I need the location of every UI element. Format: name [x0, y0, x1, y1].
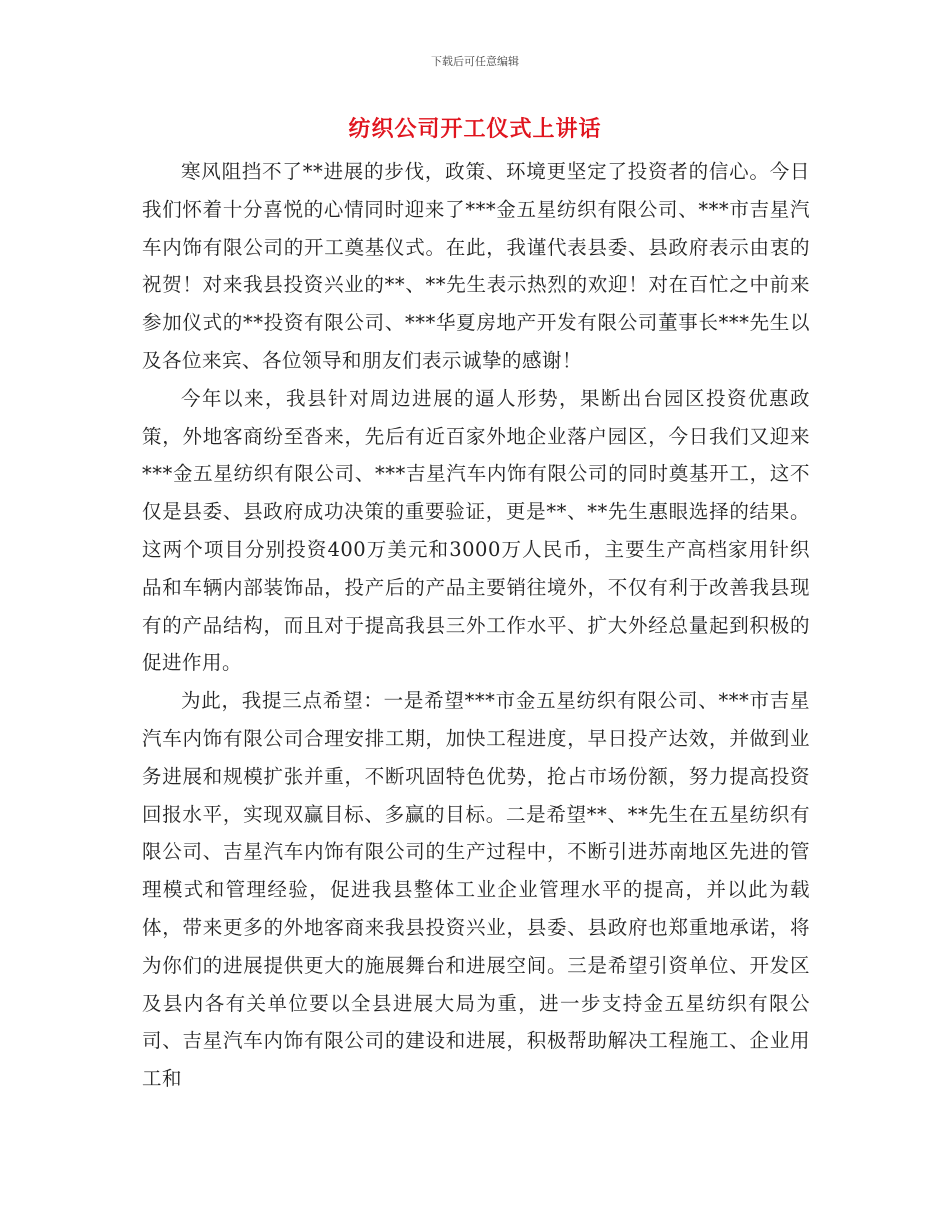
paragraph-3: 为此，我提三点希望：一是希望***市金五星纺织有限公司、***市吉星汽车内饰有限公司合理安排工期，加快工程进度，早日投产达效，并做到业务进展和规模扩张并重，不断巩固特色优势，抢占市场份额，努力提高投资回报水平，实现双赢目标、多赢的目标。二是希望**、**先生在五星纺织有限公司、吉星汽车内饰有限公司的生产过程中，不断引进苏南地区先进的管理模式和管理经验，促进我县整体工业企业管理水平的提高，并以此为载体，带来更多的外地客商来我县投资兴业，县委、县政府也郑重地承诺，将为你们的进展提供更大的施展舞台和进展空间。三是希望引资单位、开发区及县内各有关单位要以全县进展大局为重，进一步支持金五星纺织有限公司、吉星汽车内饰有限公司的建设和进展，积极帮助解决工程施工、企业用工和 — [142, 689, 810, 1091]
document-body — [142, 153, 810, 1098]
paragraph-1: 寒风阻挡不了**进展的步伐，政策、环境更坚定了投资者的信心。今日我们怀着十分喜悦的心情同时迎来了***金五星纺织有限公司、***市吉星汽车内饰有限公司的开工奠基仪式。在此，我谨代表县委、县政府表示由衷的祝贺！对来我县投资兴业的**、**先生表示热烈的欢迎！对在百忙之中前来参加仪式的**投资有限公司、***华夏房地产开发有限公司董事长***先生以及各位来宾、各位领导和朋友们表示诚挚的感谢！ — [142, 160, 810, 372]
page-header-note: 下载后可任意编辑 — [431, 55, 519, 68]
paragraph-2: 今年以来，我县针对周边进展的逼人形势，果断出台园区投资优惠政策，外地客商纷至沓来，先后有近百家外地企业落户园区，今日我们又迎来***金五星纺织有限公司、***吉星汽车内饰有限公司的同时奠基开工，这不仅是县委、县政府成功决策的重要验证，更是**、**先生惠眼选择的结果。这两个项目分别投资400万美元和3000万人民币，主要生产高档家用针织品和车辆内部装饰品，投产后的产品主要销往境外，不仅有利于改善我县现有的产品结构，而且对于提高我县三外工作水平、扩大外经总量起到积极的促进作用。 — [142, 386, 810, 675]
document-title: 纺织公司开工仪式上讲话 — [348, 117, 602, 142]
